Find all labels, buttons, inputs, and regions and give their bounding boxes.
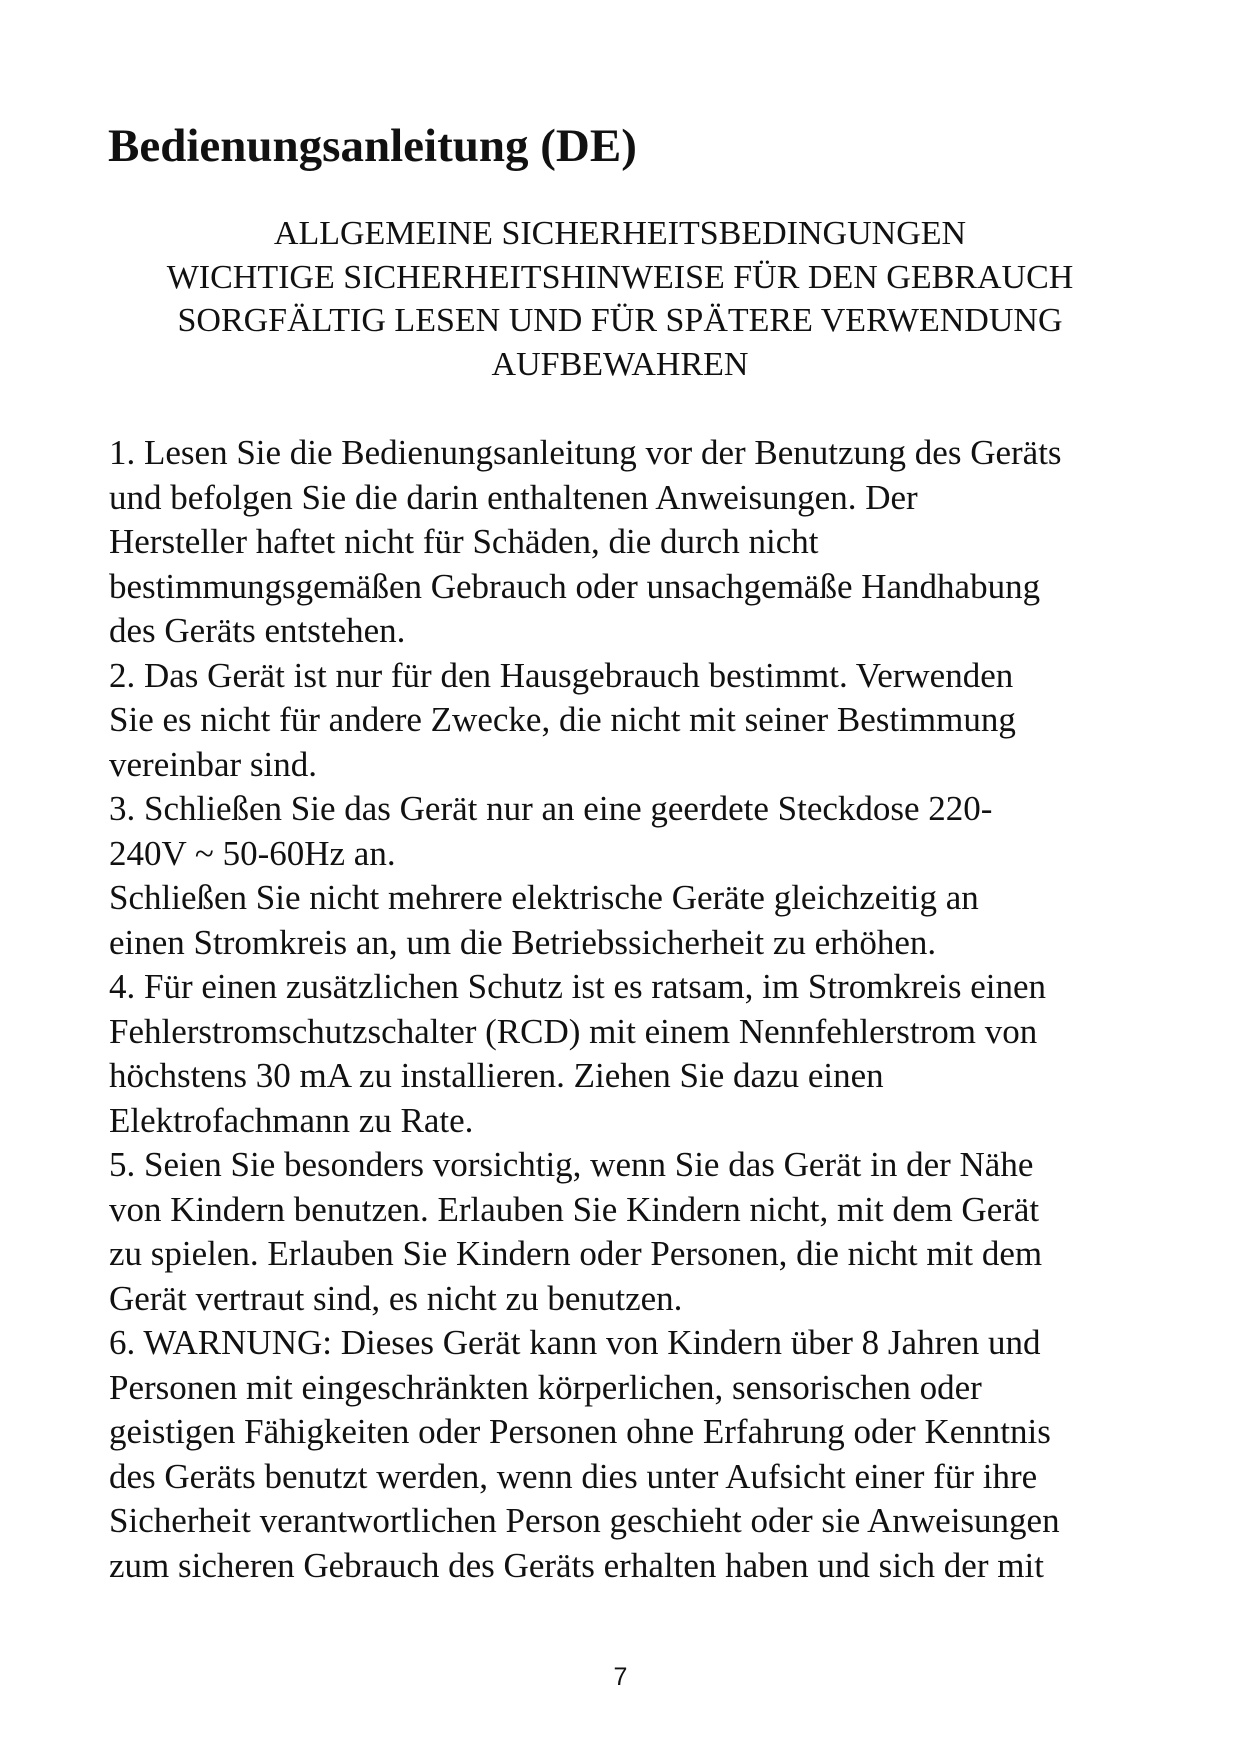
safety-notice — [100, 212, 1140, 386]
instruction-line: 3. Schließen Sie das Gerät nur an eine geerdete Steckdose 220- — [109, 789, 993, 828]
instruction-line: Schließen Sie nicht mehrere elektrische Geräte gleichzeitig an — [109, 878, 979, 917]
safety-notice-line: ALLGEMEINE SICHERHEITSBEDINGUNGEN — [273, 215, 967, 252]
instruction-line: 1. Lesen Sie die Bedienungsanleitung vor der Benutzung des Geräts — [109, 433, 1062, 472]
instruction-line: 2. Das Gerät ist nur für den Hausgebrauch bestimmt. Verwenden — [109, 655, 1014, 695]
instruction-line: und befolgen Sie die darin enthaltenen Anweisungen. Der — [109, 477, 918, 517]
instructions-body — [109, 431, 1062, 1588]
instruction-line: zum sicheren Gebrauch des Geräts erhalten haben und sich der mit — [109, 1545, 1044, 1585]
safety-notice-line: AUFBEWAHREN — [491, 345, 749, 383]
instruction-line: geistigen Fähigkeiten oder Personen ohne Erfahrung oder Kenntnis — [109, 1412, 1051, 1451]
instruction-line: 5. Seien Sie besonders vorsichtig, wenn Sie das Gerät in der Nähe — [109, 1145, 1034, 1184]
instruction-line: vereinbar sind. — [109, 744, 317, 784]
safety-notice-line: WICHTIGE SICHERHEITSHINWEISE FÜR DEN GEBRAUCH — [166, 258, 1074, 296]
page-number: 7 — [613, 1663, 628, 1691]
instruction-line: einen Stromkreis an, um die Betriebssicherheit zu erhöhen. — [109, 922, 937, 962]
instruction-line: Hersteller haftet nicht für Schäden, die durch nicht — [109, 522, 819, 561]
instruction-line: 4. Für einen zusätzlichen Schutz ist es ratsam, im Stromkreis einen — [109, 967, 1047, 1006]
instruction-line: zu spielen. Erlauben Sie Kindern oder Personen, die nicht mit dem — [109, 1234, 1043, 1273]
instruction-line: Elektrofachmann zu Rate. — [109, 1100, 474, 1140]
safety-notice-line: SORGFÄLTIG LESEN UND FÜR SPÄTERE VERWENDUNG — [177, 302, 1063, 339]
page-title: Bedienungsanleitung (DE) — [108, 120, 637, 172]
instruction-line: Gerät vertraut sind, es nicht zu benutzen. — [109, 1278, 683, 1318]
instruction-line: des Geräts benutzt werden, wenn dies unter Aufsicht einer für ihre — [109, 1456, 1038, 1496]
instruction-line: höchstens 30 mA zu installieren. Ziehen Sie dazu einen — [109, 1056, 884, 1095]
instruction-line: Personen mit eingeschränkten körperlichen, sensorischen oder — [109, 1367, 982, 1407]
instruction-line: bestimmungsgemäßen Gebrauch oder unsachgemäße Handhabung — [109, 566, 1041, 606]
instruction-line: 240V ~ 50-60Hz an. — [109, 833, 396, 873]
instruction-line: Sie es nicht für andere Zwecke, die nicht mit seiner Bestimmung — [109, 700, 1016, 739]
instruction-line: 6. WARNUNG: Dieses Gerät kann von Kindern über 8 Jahren und — [109, 1323, 1041, 1362]
instruction-line: des Geräts entstehen. — [109, 611, 406, 650]
instruction-line: Sicherheit verantwortlichen Person geschieht oder sie Anweisungen — [109, 1501, 1060, 1540]
instruction-line: von Kindern benutzen. Erlauben Sie Kindern nicht, mit dem Gerät — [109, 1189, 1040, 1229]
instruction-line: Fehlerstromschutzschalter (RCD) mit einem Nennfehlerstrom von — [109, 1011, 1038, 1051]
